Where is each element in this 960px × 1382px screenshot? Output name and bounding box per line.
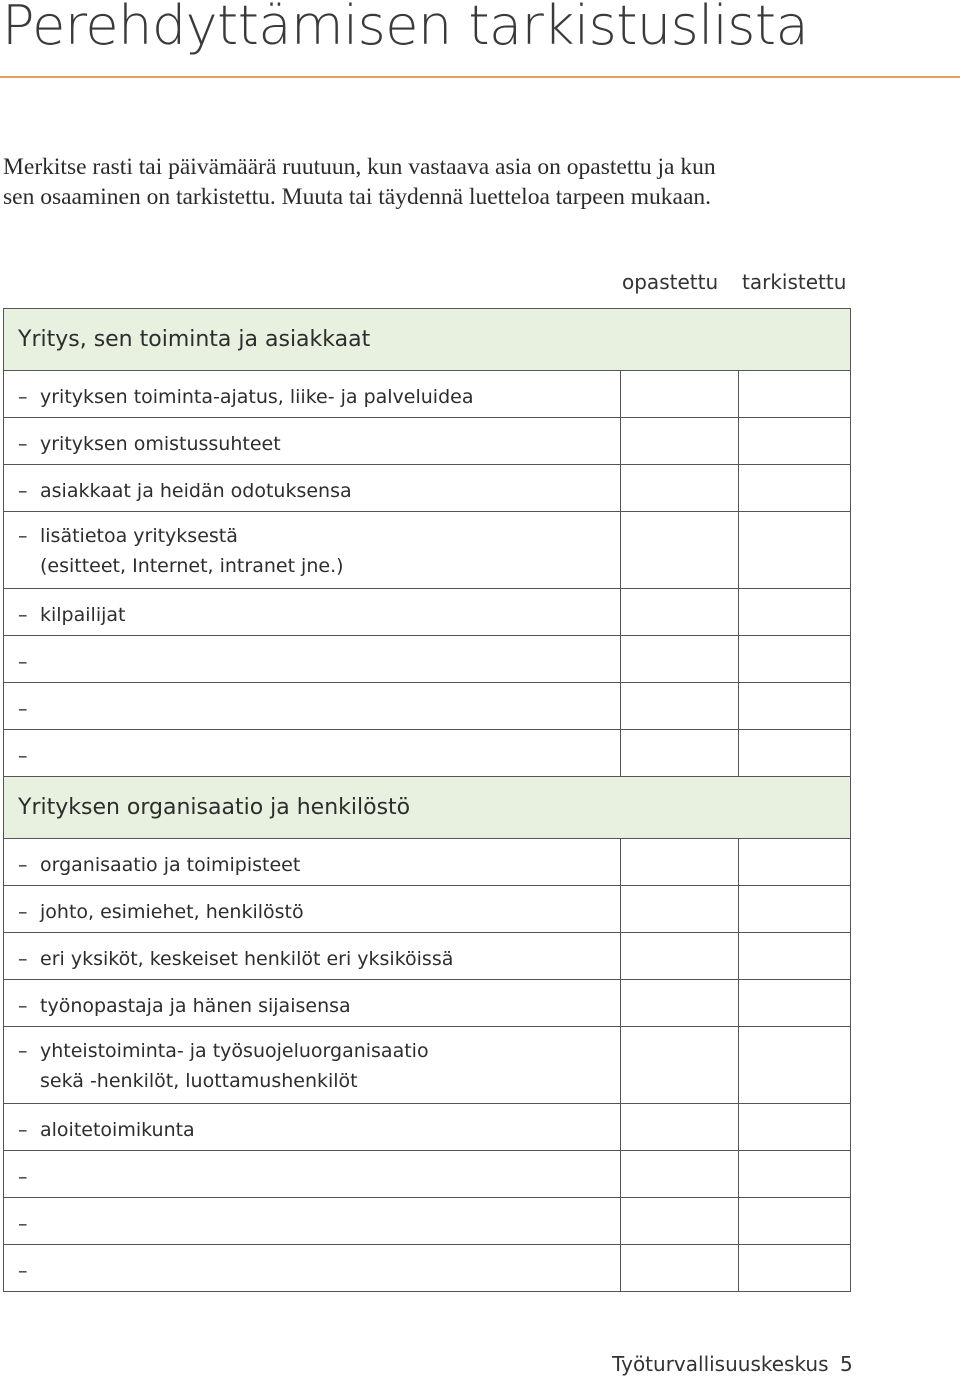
checklist-row (4, 465, 850, 512)
row-text: yrityksen toiminta-ajatus, liike- ja palveluidea (40, 386, 474, 408)
row-text: eri yksiköt, keskeiset henkilöt eri yksiköissä (40, 948, 454, 970)
checklist-table (3, 308, 851, 1292)
opastettu-checkbox[interactable] (620, 1027, 738, 1103)
opastettu-checkbox[interactable] (620, 730, 738, 776)
opastettu-checkbox[interactable] (620, 839, 738, 885)
page-title: Perehdyttämisen tarkistuslista (2, 0, 809, 57)
row-label[interactable] (4, 730, 620, 776)
dash-marker: – (18, 386, 28, 408)
row-text: asiakkaat ja heidän odotuksensa (40, 480, 352, 502)
checklist-row (4, 1104, 850, 1151)
dash-marker: – (18, 1040, 28, 1062)
dash-marker: – (18, 948, 28, 970)
dash-marker: – (18, 1119, 28, 1141)
opastettu-checkbox[interactable] (620, 371, 738, 417)
row-label[interactable] (4, 1245, 620, 1291)
intro-line: sen osaaminen on tarkistettu. Muuta tai täydennä luetteloa tarpeen mukaan. (3, 184, 712, 210)
opastettu-checkbox[interactable] (620, 980, 738, 1026)
opastettu-checkbox[interactable] (620, 933, 738, 979)
footer-organization: Työturvallisuuskeskus (612, 1352, 829, 1376)
row-label (4, 886, 620, 932)
page-number: 5 (840, 1352, 853, 1376)
row-label (4, 589, 620, 635)
dash-marker: – (18, 480, 28, 502)
dash-marker: – (18, 1213, 28, 1235)
dash-marker: – (18, 1260, 28, 1282)
row-label[interactable] (4, 1151, 620, 1197)
dash-marker: – (18, 525, 28, 547)
tarkistettu-checkbox[interactable] (738, 683, 850, 729)
row-label (4, 1027, 620, 1103)
row-text: johto, esimiehet, henkilöstö (40, 901, 304, 923)
dash-marker: – (18, 433, 28, 455)
checklist-row (4, 980, 850, 1027)
row-text: yhteistoiminta- ja työsuojeluorganisaatio sekä -henkilöt, luottamushenkilöt (40, 1040, 429, 1092)
row-text: yrityksen omistussuhteet (40, 433, 281, 455)
dash-marker: – (18, 995, 28, 1017)
checklist-row (4, 886, 850, 933)
checklist-row (4, 512, 850, 589)
row-label[interactable] (4, 683, 620, 729)
row-text: aloitetoimikunta (40, 1119, 195, 1141)
section-header: Yrityksen organisaatio ja henkilöstö (4, 777, 850, 839)
tarkistettu-checkbox[interactable] (738, 418, 850, 464)
dash-marker: – (18, 698, 28, 720)
row-label (4, 371, 620, 417)
row-label (4, 980, 620, 1026)
opastettu-checkbox[interactable] (620, 1245, 738, 1291)
row-label (4, 1104, 620, 1150)
tarkistettu-checkbox[interactable] (738, 1027, 850, 1103)
dash-marker: – (18, 604, 28, 626)
dash-marker: – (18, 1166, 28, 1188)
checklist-row (4, 839, 850, 886)
title-divider (0, 76, 960, 78)
row-label (4, 418, 620, 464)
opastettu-checkbox[interactable] (620, 1151, 738, 1197)
opastettu-checkbox[interactable] (620, 589, 738, 635)
checklist-row-blank (4, 1245, 850, 1292)
tarkistettu-checkbox[interactable] (738, 1104, 850, 1150)
opastettu-checkbox[interactable] (620, 636, 738, 682)
row-label (4, 512, 620, 588)
checklist-row (4, 933, 850, 980)
checklist-row-blank (4, 730, 850, 777)
tarkistettu-checkbox[interactable] (738, 839, 850, 885)
tarkistettu-checkbox[interactable] (738, 980, 850, 1026)
tarkistettu-checkbox[interactable] (738, 1198, 850, 1244)
dash-marker: – (18, 745, 28, 767)
tarkistettu-checkbox[interactable] (738, 636, 850, 682)
checklist-row (4, 371, 850, 418)
checklist-row (4, 589, 850, 636)
row-text: kilpailijat (40, 604, 126, 626)
column-header-tarkistettu: tarkistettu (742, 270, 847, 294)
row-label[interactable] (4, 636, 620, 682)
tarkistettu-checkbox[interactable] (738, 371, 850, 417)
tarkistettu-checkbox[interactable] (738, 465, 850, 511)
tarkistettu-checkbox[interactable] (738, 886, 850, 932)
opastettu-checkbox[interactable] (620, 886, 738, 932)
tarkistettu-checkbox[interactable] (738, 730, 850, 776)
row-text: organisaatio ja toimipisteet (40, 854, 301, 876)
intro-line: Merkitse rasti tai päivämäärä ruutuun, kun vastaava asia on opastettu ja kun (3, 154, 716, 180)
tarkistettu-checkbox[interactable] (738, 933, 850, 979)
intro-text (3, 152, 903, 212)
row-label (4, 839, 620, 885)
section-header: Yritys, sen toiminta ja asiakkaat (4, 309, 850, 371)
checklist-row (4, 418, 850, 465)
row-label (4, 465, 620, 511)
opastettu-checkbox[interactable] (620, 418, 738, 464)
row-label (4, 933, 620, 979)
opastettu-checkbox[interactable] (620, 1104, 738, 1150)
checklist-row-blank (4, 636, 850, 683)
row-text: lisätietoa yrityksestä (esitteet, Internet, intranet jne.) (40, 525, 344, 577)
tarkistettu-checkbox[interactable] (738, 1245, 850, 1291)
tarkistettu-checkbox[interactable] (738, 589, 850, 635)
column-header-opastettu: opastettu (622, 270, 719, 294)
tarkistettu-checkbox[interactable] (738, 512, 850, 588)
dash-marker: – (18, 854, 28, 876)
dash-marker: – (18, 901, 28, 923)
tarkistettu-checkbox[interactable] (738, 1151, 850, 1197)
opastettu-checkbox[interactable] (620, 465, 738, 511)
opastettu-checkbox[interactable] (620, 683, 738, 729)
checklist-row (4, 1027, 850, 1104)
row-label[interactable] (4, 1198, 620, 1244)
row-text: työnopastaja ja hänen sijaisensa (40, 995, 351, 1017)
opastettu-checkbox[interactable] (620, 512, 738, 588)
checklist-row-blank (4, 1151, 850, 1198)
checklist-row-blank (4, 1198, 850, 1245)
opastettu-checkbox[interactable] (620, 1198, 738, 1244)
dash-marker: – (18, 651, 28, 673)
checklist-row-blank (4, 683, 850, 730)
